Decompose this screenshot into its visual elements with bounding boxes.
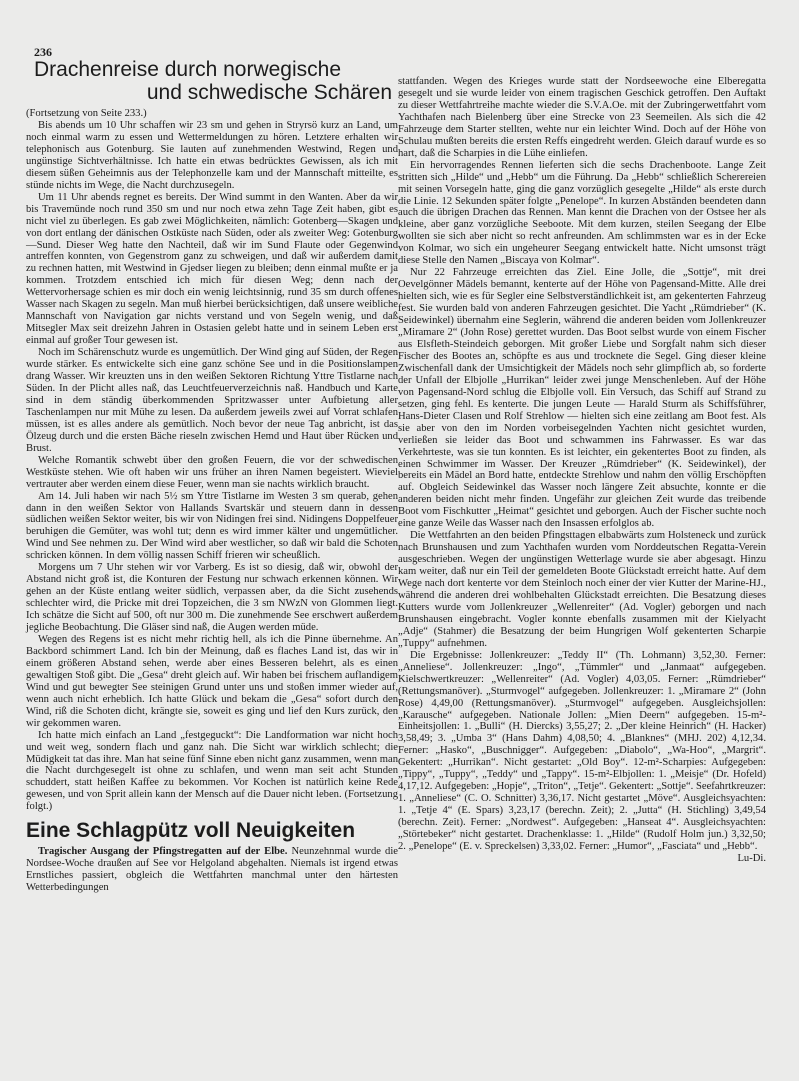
right-column <box>398 76 766 865</box>
paragraph: Morgens um 7 Uhr stehen wir vor Varberg. Es ist so diesig, daß wir, obwohl der Abstand nicht groß ist, die Konturen der Festung nur schwach erkennen können. Wir gehen an der Küste entlang weiter südlich, verpassen aber, da die Sicht zusehends schlechter wird, die Pricke mit drei Topzeichen, die 3 sm NWzN von Glommen liegt. Ich schätze die Sicht auf 500, oft nur 300 m. Die zunehmende See erschwert außerdem jegliche Beobachtung. Die Gläser sind naß, die Augen werden müde. <box>26 562 398 634</box>
paragraph: stattfanden. Wegen des Krieges wurde statt der Nordseewoche eine Elberegatta gesegelt und sie wurde leider von einem tragischen Geschick getroffen. Den Auftakt zu dieser Wettfahrtreihe machte wieder die S.V.A.Oe. mit der Zubringerwettfahrt vom Yachthafen nach Bielenberg über eine Strecke von 23 Seemeilen. Als sich die 42 Fahrzeuge dem Starter stellten, wehte nur ein leichter Wind. Doch auf der Höhe von Schulau mußten bereits die ersten Reffs eingedreht werden. Gleich darauf wurde es so hart, daß die Scharpies in die Lühe einliefen. <box>398 76 766 159</box>
second-article-title: Eine Schlagpütz voll Neuigkeiten <box>26 819 356 843</box>
article-title-line-1: Drachenreise durch norwegische <box>34 58 341 81</box>
paragraph: Wegen des Regens ist es nicht mehr richtig hell, als ich die Pinne übernehme. An Backbord schimmert Land. Ich bin der Meinung, daß es flaches Land ist, das wir in einem größeren Abstand sehen, werde aber eines Besseren belehrt, als es einen gewaltigen Stoß gibt. Die „Gesa“ dreht gleich auf. Wir haben bei frischem auflandigem Wind und gut bewegter See steinigen Grund unter uns und stoßen immer wieder auf, wenn auch nicht erheblich. Ich hatte Glück und bekam die „Gesa“ sofort durch den Wind, riß die Schoten dicht, krängte sie, soweit es ging und lief den Kurs zurück, den wir gekommen waren. <box>26 633 398 729</box>
paragraph: Am 14. Juli haben wir nach 5½ sm Yttre Tistlarne im Westen 3 sm querab, gehen dann in den weißen Sektor von Hallands Svartskär und steuern dann in dessen südlichen weißen Sektor weiter, bis wir von Nidingen frei sind. Nidingens Doppelfeuer beruhigen die Gemüter, was wohl tut; denn es wird immer kälter und ungemütlicher. Wind und See nehmen zu. Der Wind wird aber westlicher, so daß wir bald die Schoten schricken können. In dem völlig nassen Schiff frieren wir scheußlich. <box>26 490 398 562</box>
paragraph: Ein hervorragendes Rennen lieferten sich die sechs Drachenboote. Lange Zeit stritten sich „Hilde“ und „Hebb“ um die Führung. Da „Hebb“ schließlich Scherereien mit seinen Vorsegeln hatte, ging die ganz vorzüglich gesegelte „Hilde“ als erste durch die Linie. 12 Sekunden später folgte „Penelope“. In kurzen Abständen beendeten dann auch die übrigen Drachen das Rennen. Man kennt die Drachen von der Ostsee her als kleine, aber ganz vorzügliche Seeboote. Mit dem kurzen, steilen Seegang der Elbe wollten sie sich aber nicht so recht anfreunden. Am schlimmsten war es in der Ecke von Kolmar, wo sich ein ungeheurer Seegang entwickelt hatte. Nicht umsonst trägt diese Stelle den Namen „Biscaya von Kolmar“. <box>398 159 766 267</box>
paragraph: Die Wettfahrten an den beiden Pfingsttagen elbabwärts zum Holsteneck und zurück nach Brunshausen und zum Yachthafen wurden vom Norddeutschen Regatta-Verein ausgeschrieben. Wegen der ungünstigen Wetterlage wurde sie aber abgesagt. Hinzu kam weiter, daß nur ein Teil der gemeldeten Boote Glückstadt erreicht hatte. Auf dem Wege nach dort kenterte vor dem Steinloch noch einer der vier Kutter der Marine-HJ., während die anderen drei wohlbehalten Glückstadt erreichten. Die Besatzung dieses Kutters wurde vom Jollenkreuzer „Wellenreiter“ (Ad. Vogler) geborgen und nach Brunshausen eingebracht. Vogler konnte ebenfalls zusammen mit der Kielyacht „Adje“ (Stahmer) die Besatzung der beim Hungrigen Wolf gekenterten Scharpie „Tuppy“ aufnehmen. <box>398 530 766 649</box>
paragraph: Nur 22 Fahrzeuge erreichten das Ziel. Eine Jolle, die „Sottje“, mit drei Oevelgönner Mädels bemannt, kenterte auf der Höhe von Pagensand-Mitte. Alle drei hielten sich, wie es für Segler eine Selbstverständlichkeit ist, am gekenterten Fahrzeug fest. Sie wurden bald von anderen Fahrzeugen gesichtet. Die Yacht „Rümdrieber“ (K. Seidewinkel) übernahm eine Seglerin, während die anderen beiden vom Jollenkreuzer „Miramare 2“ (John Rose) gerettet wurden. Das Boot selbst wurde von einem Fischer aus Elsfleth-Steindeich geborgen. Mit großer Liebe und Sorgfalt nahm sich dieser Fischer des Bootes an, schöpfte es aus und trocknete die Segel. Ging dieser kleine Zwischenfall dank der Umsichtigkeit der Mädels noch sehr glimpflich ab, so forderte der Unfall der Elbjolle „Hurrikan“ leider zwei junge Menschenleben. Auf der Höhe von Pagensand-Nord schlug die Elbjolle voll. Ein Versuch, das Schiff auf Strand zu setzen, ging fehl. Es kenterte. Die jungen Leute — Harald Sturm als Schiffsführer, Hans-Dieter Clasen und Rolf Strehlow — hielten sich eine zeitlang am Boot fest. Als sie aber von den im Norden vorbeisegelnden Yachten nicht gesichtet wurden, verließen sie leider das Boot und schwammen ins Fahrwasser. Es war das Verkehrteste, was sie tun konnten. Es ist leichter, ein gekentertes Boot zu finden, als einen Schwimmer im Wasser. Der Kreuzer „Rümdrieber“ (K. Seidewinkel), der bereits ein Mädel an Bord hatte, entdeckte Strehlow und nahm den völlig Erschöpften auf. Obgleich Seidewinkel das Wasser noch längere Zeit absuchte, konnte er die anderen beiden nicht mehr finden. Ungefähr zur gleichen Zeit wurde das treibende Boot vom Fischkutter „Heimat“ gesichtet und geborgen. Auch der Fischer suchte noch eine ganze Weile das Wasser nach den Insassen erfolglos ab. <box>398 267 766 530</box>
author-signature: Lu-Di. <box>737 852 766 864</box>
second-article-intro <box>26 846 398 894</box>
article-title-line-2: und schwedische Schären <box>146 81 392 104</box>
article-title <box>26 58 398 104</box>
article-subtitle: (Fortsetzung von Seite 233.) <box>26 108 147 119</box>
paragraph: Ich hatte mich einfach an Land „festgeguckt“: Die Landformation war nicht hoch und weit weg, sondern flach und ganz nah. Die Sicht war wirklich schlecht; die Müdigkeit tat das ihre. Man hat seine fünf Sinne eben nicht ganz zusammen, wenn man die Nacht durchgesegelt ist ohne zu schlafen, und wenn man seit acht Stunden schuddert, statt heißen Kaffee zu bekommen. Vor Kochen ist natürlich keine Rede gewesen, und von Sprit allein kann der Mensch auf die Dauer nicht leben. (Fortsetzung folgt.) <box>26 729 398 813</box>
page-number: 236 <box>34 45 52 59</box>
paragraph: Noch im Schärenschutz wurde es ungemütlich. Der Wind ging auf Süden, der Regen wurde stärker. Es entwickelte sich eine ganz schöne See und in die Positionslampen drang Wasser. Wir kreuzten uns in den weißen Sektoren Richtung Yttre Tistlarne nach Süden. In der Plicht alles naß, das Leuchtfeuerverzeichnis naß. Handbuch und Karte sind in dem ständig überkommenden Spritzwasser unter Aufbietung aller Taschenlampen nur mit Mühe zu lesen. Da außerdem jeweils zwei auf Vorrat schlafen müssen, ist es alles andere als gemütlich. Noch bevor der neue Tag anbricht, ist das Ölzeug durch und die ersten Bäche rieseln zwischen Hemd und Haut über Rücken und Brust. <box>26 347 398 454</box>
paragraph: Um 11 Uhr abends regnet es bereits. Der Wind summt in den Wanten. Aber da wir bis Travemünde noch rund 350 sm und nur noch etwa zehn Tage Zeit haben, gibt es nicht viel zu überlegen. Es gab zwei Möglichkeiten, nämlich: Gotenberg—Skagen und von dort entlang der dänischen Ostküste nach Süden, oder als zweiter Weg: Gotenburg—Sund. Dieser Weg hatte den Nachteil, daß wir im Sund Flaute oder Gegenwind antreffen konnten, von Gegenstrom ganz zu schweigen, und daß wir außerdem damit zu rechnen hatten, mit Westwind in Gjedser liegen zu bleiben; denn einmal mußte er ja kommen. Trotzdem entschied ich mich für diesen Weg; denn nach der Wettervorhersage schien es mir doch ein wenig leichtsinnig, rund 35 sm durch offenes Wasser nach Skagen zu segeln. Man muß hierbei berücksichtigen, daß unsere weibliche Mannschaft von Navigation gar nichts verstand und von Segeln wenig, und daß Mitsegler Max seit dreizehn Jahren in Ostasien gelebt hatte und in seinem Leben erst einmal auf großer Tour gewesen ist. <box>26 191 398 347</box>
results-paragraph: Die Ergebnisse: Jollenkreuzer: „Teddy II“ (Th. Lohmann) 3,52,30. Ferner: „Anneliese“. Jollenkreuzer: „Ingo“, „Tümmler“ und „Janmaat“ aufgegeben. Kielschwertkreuzer: „Wellenreiter“ (Ad. Vogler) 4,03,05. Ferner: „Rümdrieber“ (Rettungsmanöver). „Sturmvogel“ aufgegeben. Jollenkreuzer: 1. „Miramare 2“ (John Rose) 4,49,00 (Rettungsmanöver). „Sturmvogel“ aufgegeben. Ausgleichsjollen: „Karausche“ aufgegeben. Nationale Jollen: „Mien Deern“ aufgegeben. 15-m²-Einheitsjollen: 1. „Bulli“ (H. Diercks) 3,55,27; 2. „Der kleine Heinrich“ (H. Hacker) 3,58,49; 3. „Umba 3“ (Hans Dahm) 4,08,50; 4. „Blanknes“ (MHJ. 202) 4,12,34. Ferner: „Hasko“, „Buschnigger“. Aufgegeben: „Diabolo“, „Wa-Hoo“, „Margrit“. Gekentert: „Hurrikan“. Nicht gestartet: „Old Boy“. 12-m²-Scharpies: Aufgegeben: „Tippy“, „Tuppy“, „Teddy“ und „Tappy“. 15-m²-Elbjollen: 1. „Meisje“ (Dr. Hofeld) 4,17,12. Aufgegeben: „Hopje“, „Triton“, „Tetje“. Gekentert: „Sottje“. Seefahrtkreuzer: 1. „Anneliese“ (C. O. Schnitter) 3,36,17. Nicht gestartet „Möve“. Ausgleichsyachten: 1. „Tetje 4“ (E. Spars) 3,23,17 (berechn. Zeit); 2. „Jutta“ (H. Stichling) 3,49,54 (berechn. Zeit). Ferner: „Nordwest“. Aufgegeben: „Hanseat 4“. Ausgleichsyachten: „Störtebeker“ nicht gestartet. Drachenklasse: 1. „Hilde“ (Rudolf Holm jun.) 3,32,50; 2. „Penelope“ (E. v. Spreckelsen) 3,33,02. Ferner: „Humor“, „Fasciata“ und „Hebb“. <box>398 649 766 852</box>
left-column <box>26 58 398 894</box>
second-article-lead: Tragischer Ausgang der Pfingstregatten auf der Elbe. <box>38 846 288 858</box>
paragraph: Bis abends um 10 Uhr schaffen wir 23 sm und gehen in Stryrsö kurz an Land, um noch einmal warm zu essen und Wettermeldungen zu hören. Letztere erhalten wir telephonisch aus Gotenburg. Sie lauten auf zunehmenden Westwind, Regen und ungünstige Sichtverhältnisse. Ich hatte ein etwas bedrücktes Gewissen, als ich mit diesem süßen Geheimnis aus der Telephonzelle kam und der Mannschaft mitteilte, es stünde nichts im Wege, die Nacht durchzusegeln. <box>26 120 398 191</box>
paragraph: Welche Romantik schwebt über den großen Feuern, die vor der schwedischen Westküste stehen. Wie oft haben wir uns früher an ihren Namen begeistert. Wieviel vertrauter aber werden einem diese Feuer, wenn man sie nachts wirklich braucht. <box>26 454 398 490</box>
second-article-intro-text: Neunzehnmal wurde die Nordsee-Woche draußen auf See vor Helgoland abgehalten. Niemals ist irgend etwas Ernstliches passiert, obgleich die Wettfahrten manchmal unter den härtesten Wetterbedingungen <box>26 846 399 894</box>
